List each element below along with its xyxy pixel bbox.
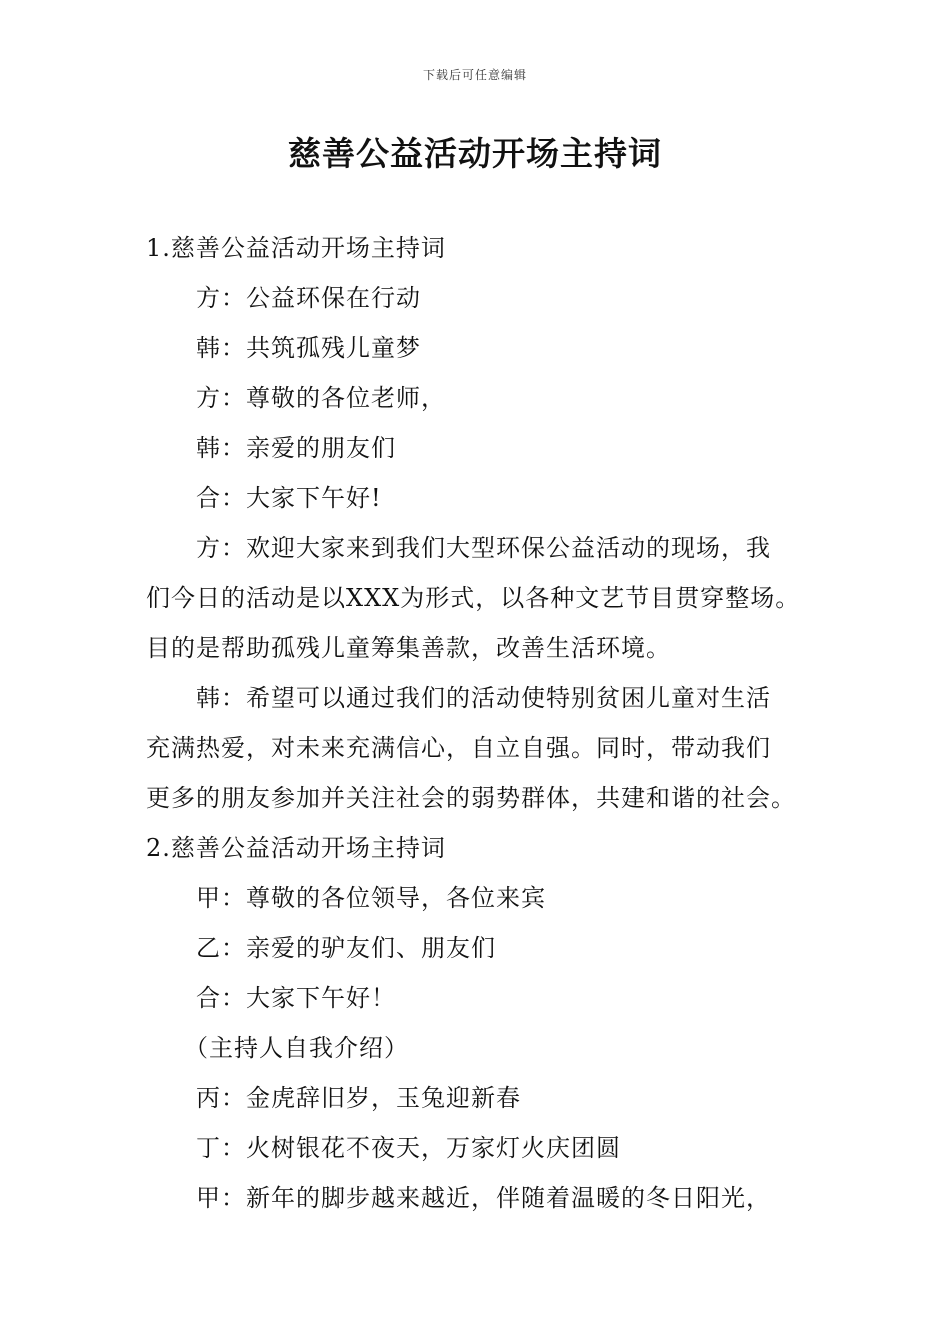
document-title: 慈善公益活动开场主持词 bbox=[288, 134, 662, 173]
paragraph-line: 充满热爱，对未来充满信心，自立自强。同时，带动我们 bbox=[146, 734, 771, 762]
stage-direction: （主持人自我介绍） bbox=[184, 1034, 409, 1062]
paragraph-line: 韩：希望可以通过我们的活动使特别贫困儿童对生活 bbox=[196, 684, 771, 712]
section-heading: 2.慈善公益活动开场主持词 bbox=[146, 834, 446, 862]
dialog-line: 丙：金虎辞旧岁，玉兔迎新春 bbox=[196, 1084, 521, 1112]
dialog-line: 韩：共筑孤残儿童梦 bbox=[196, 334, 421, 362]
dialog-line: 合：大家下午好！ bbox=[196, 984, 396, 1012]
dialog-line: 方：尊敬的各位老师， bbox=[196, 384, 446, 412]
section-heading: 1.慈善公益活动开场主持词 bbox=[146, 234, 446, 262]
dialog-line: 甲：新年的脚步越来越近，伴随着温暖的冬日阳光， bbox=[196, 1184, 771, 1212]
dialog-line: 丁：火树银花不夜天，万家灯火庆团圆 bbox=[196, 1134, 621, 1162]
dialog-line: 方：公益环保在行动 bbox=[196, 284, 421, 312]
paragraph-line: 方：欢迎大家来到我们大型环保公益活动的现场，我 bbox=[196, 534, 771, 562]
dialog-line: 韩：亲爱的朋友们 bbox=[196, 434, 396, 462]
dialog-line: 合：大家下午好! bbox=[196, 484, 382, 512]
header-note: 下载后可任意编辑 bbox=[422, 68, 527, 82]
dialog-line: 乙：亲爱的驴友们、朋友们 bbox=[196, 934, 496, 962]
paragraph-line: 目的是帮助孤残儿童筹集善款，改善生活环境。 bbox=[146, 634, 671, 662]
paragraph-line: 更多的朋友参加并关注社会的弱势群体，共建和谐的社会。 bbox=[146, 784, 796, 812]
paragraph-line: 们今日的活动是以XXX为形式，以各种文艺节目贯穿整场。 bbox=[146, 584, 801, 612]
dialog-line: 甲：尊敬的各位领导，各位来宾 bbox=[196, 884, 546, 912]
document-body bbox=[146, 223, 806, 1223]
